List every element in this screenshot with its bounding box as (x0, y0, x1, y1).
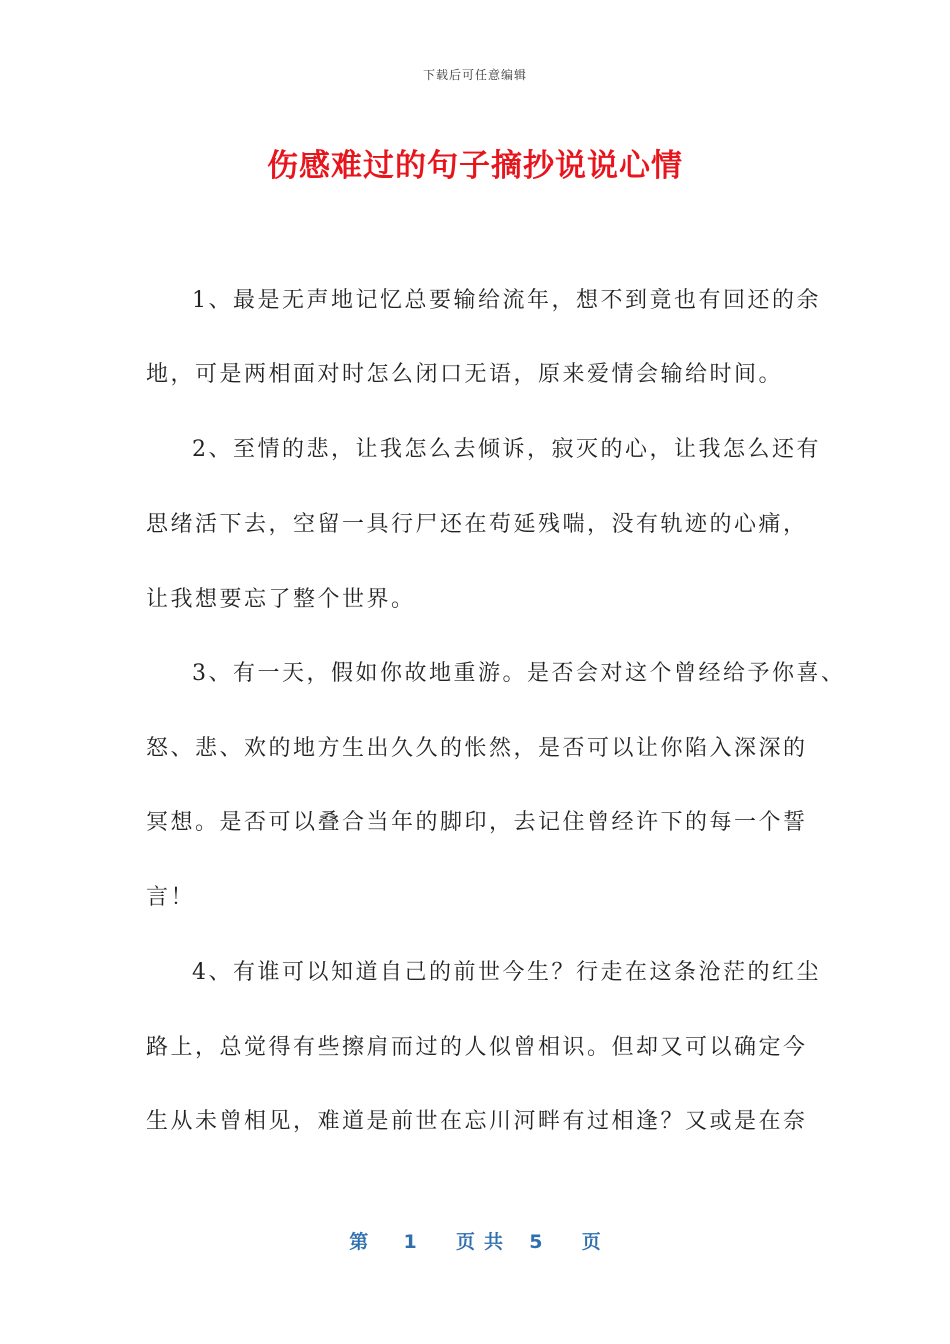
body-line: 生从未曾相见，难道是前世在忘川河畔有过相逢？又或是在奈 (146, 1109, 808, 1134)
body-line: 3、有一天，假如你故地重游。是否会对这个曾经给予你喜、 (192, 661, 846, 686)
body-line: 言！ (146, 885, 196, 910)
header-note: 下载后可任意编辑 (422, 68, 527, 82)
body-line: 怒、悲、欢的地方生出久久的怅然，是否可以让你陷入深深的 (146, 736, 808, 761)
document-title: 伤感难过的句子摘抄说说心情 (267, 148, 683, 184)
body-line: 2、至情的悲，让我怎么去倾诉，寂灭的心，让我怎么还有 (192, 437, 821, 462)
footer-page-suffix: 页 (581, 1231, 601, 1253)
page-footer (0, 1227, 950, 1254)
body-line: 路上，总觉得有些擦肩而过的人似曾相识。但却又可以确定今 (146, 1035, 808, 1060)
footer-page-current: 1 (403, 1231, 417, 1253)
body-line: 地，可是两相面对时怎么闭口无语，原来爱情会输给时间。 (146, 362, 784, 387)
footer-page-total: 5 (529, 1231, 543, 1253)
body-line: 1、最是无声地记忆总要输给流年，想不到竟也有回还的余 (192, 288, 821, 313)
footer-page-prefix: 第 (349, 1231, 369, 1253)
body-line: 思绪活下去，空留一具行尸还在苟延残喘，没有轨迹的心痛， (146, 512, 808, 537)
body-line: 让我想要忘了整个世界。 (146, 587, 416, 612)
body-line: 冥想。是否可以叠合当年的脚印，去记住曾经许下的每一个誓 (146, 810, 808, 835)
footer-page-mid: 页共 (455, 1231, 512, 1253)
body-line: 4、有谁可以知道自己的前世今生？行走在这条沧茫的红尘 (192, 960, 821, 985)
